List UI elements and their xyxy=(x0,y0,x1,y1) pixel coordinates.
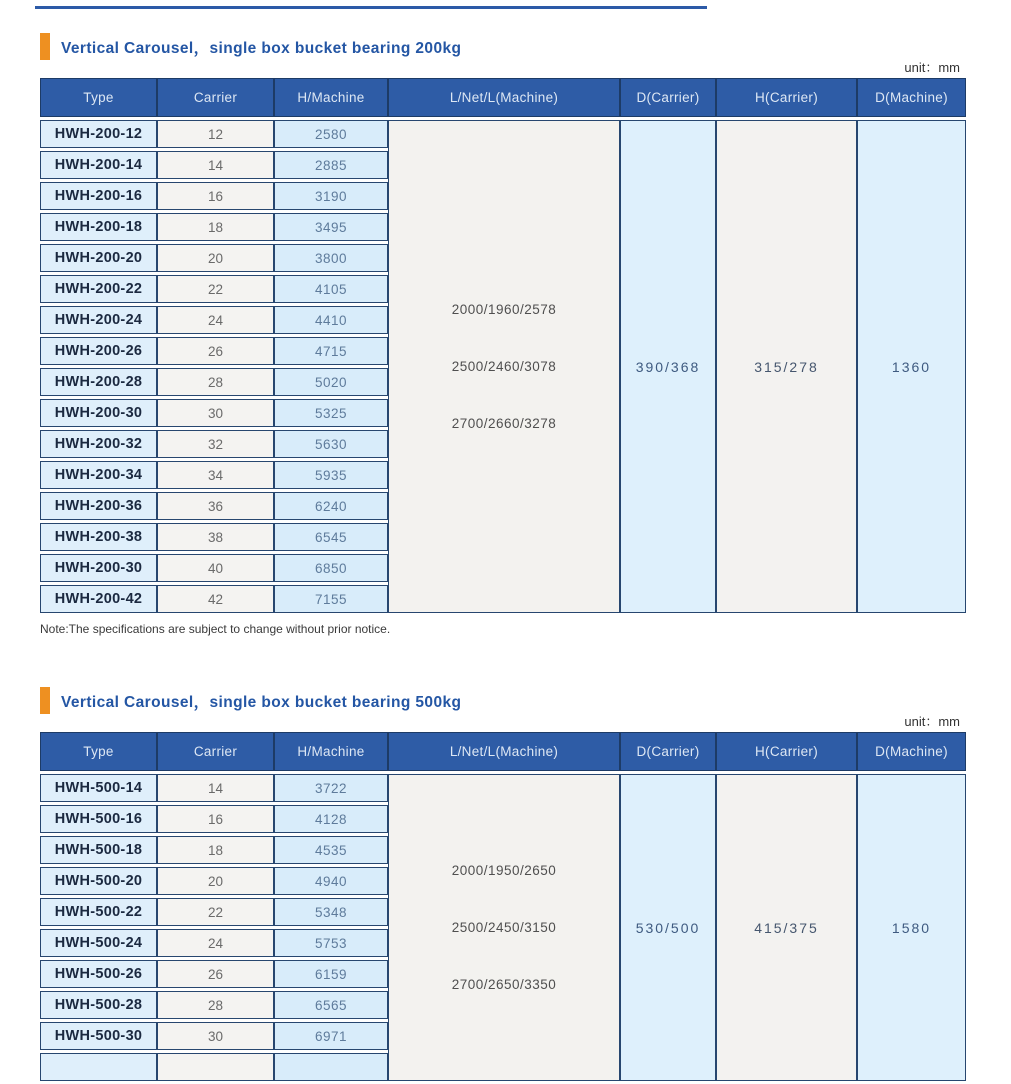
h-machine-cell: 5020 xyxy=(274,368,388,396)
carrier-cell: 30 xyxy=(157,399,274,427)
type-cell: HWH-200-34 xyxy=(40,461,157,489)
type-cell: HWH-200-30 xyxy=(40,554,157,582)
carrier-cell: 30 xyxy=(157,1022,274,1050)
h-machine-cell: 4105 xyxy=(274,275,388,303)
carrier-cell: 26 xyxy=(157,960,274,988)
l-net-value-line: 2500/2450/3150 xyxy=(451,920,557,935)
col-header-d-carrier: D(Carrier) xyxy=(620,732,716,771)
carrier-cell: 42 xyxy=(157,585,274,613)
h-machine-cell: 6159 xyxy=(274,960,388,988)
type-cell: HWH-500-16 xyxy=(40,805,157,833)
orange-accent-bar xyxy=(40,33,50,60)
col-header-l-net-l-machine: L/Net/L(Machine) xyxy=(388,732,620,771)
h-machine-cell: 5630 xyxy=(274,430,388,458)
h-machine-cell: 6850 xyxy=(274,554,388,582)
col-header-d-machine: D(Machine) xyxy=(857,732,966,771)
h-machine-cell: 2885 xyxy=(274,151,388,179)
h-machine-cell: 3190 xyxy=(274,182,388,210)
unit-label: unit：mm xyxy=(904,714,960,729)
h-machine-cell: 6971 xyxy=(274,1022,388,1050)
carrier-cell: 22 xyxy=(157,275,274,303)
col-header-d-carrier: D(Carrier) xyxy=(620,78,716,117)
col-header-h-machine: H/Machine xyxy=(274,78,388,117)
type-cell: HWH-200-42 xyxy=(40,585,157,613)
h-carrier-cell: 415/375 xyxy=(716,774,857,1081)
type-cell: HWH-200-12 xyxy=(40,120,157,148)
type-cell: HWH-500-14 xyxy=(40,774,157,802)
carrier-cell: 14 xyxy=(157,151,274,179)
type-cell: HWH-200-18 xyxy=(40,213,157,241)
d-machine-cell: 1360 xyxy=(857,120,966,613)
spec-table-500kg xyxy=(40,729,966,1084)
carrier-cell: 32 xyxy=(157,430,274,458)
type-cell: HWH-500-18 xyxy=(40,836,157,864)
section-title-row xyxy=(40,33,966,60)
type-cell: HWH-200-32 xyxy=(40,430,157,458)
h-machine-cell: 5935 xyxy=(274,461,388,489)
type-cell: HWH-500-22 xyxy=(40,898,157,926)
section-title-row xyxy=(40,687,966,714)
h-machine-cell: 3495 xyxy=(274,213,388,241)
l-net-value-line: 2000/1950/2650 xyxy=(451,863,557,878)
section-title: Vertical Carousel，single box bucket bearing 200kg xyxy=(61,39,462,57)
d-machine-cell: 1580 xyxy=(857,774,966,1081)
h-machine-cell: 6565 xyxy=(274,991,388,1019)
col-header-h-carrier: H(Carrier) xyxy=(716,78,857,117)
carrier-cell: 38 xyxy=(157,523,274,551)
spec-table-200kg xyxy=(40,75,966,616)
l-net-l-machine-cell xyxy=(388,774,620,1081)
h-machine-cell: 5325 xyxy=(274,399,388,427)
h-machine-cell: 4128 xyxy=(274,805,388,833)
type-cell: HWH-200-16 xyxy=(40,182,157,210)
carrier-cell: 28 xyxy=(157,991,274,1019)
type-cell xyxy=(40,1053,157,1081)
d-carrier-cell: 390/368 xyxy=(620,120,716,613)
h-machine-cell xyxy=(274,1053,388,1081)
header-row xyxy=(40,732,966,771)
type-cell: HWH-200-38 xyxy=(40,523,157,551)
carrier-cell: 34 xyxy=(157,461,274,489)
spec-section-500kg xyxy=(40,687,966,1084)
note-text: Note:The specifications are subject to change without prior notice. xyxy=(40,622,391,636)
l-net-value-line: 2000/1960/2578 xyxy=(451,302,557,317)
h-machine-cell: 4715 xyxy=(274,337,388,365)
type-cell: HWH-200-20 xyxy=(40,244,157,272)
type-cell: HWH-200-14 xyxy=(40,151,157,179)
carrier-cell: 16 xyxy=(157,182,274,210)
h-machine-cell: 2580 xyxy=(274,120,388,148)
col-header-h-machine: H/Machine xyxy=(274,732,388,771)
carrier-cell: 18 xyxy=(157,836,274,864)
h-machine-cell: 4940 xyxy=(274,867,388,895)
type-cell: HWH-200-36 xyxy=(40,492,157,520)
h-machine-cell: 6545 xyxy=(274,523,388,551)
type-cell: HWH-200-24 xyxy=(40,306,157,334)
carrier-cell: 26 xyxy=(157,337,274,365)
section-title: Vertical Carousel，single box bucket bearing 500kg xyxy=(61,693,462,711)
carrier-cell: 22 xyxy=(157,898,274,926)
col-header-d-machine: D(Machine) xyxy=(857,78,966,117)
h-machine-cell: 6240 xyxy=(274,492,388,520)
type-cell: HWH-200-30 xyxy=(40,399,157,427)
col-header-carrier: Carrier xyxy=(157,732,274,771)
carrier-cell: 20 xyxy=(157,244,274,272)
h-machine-cell: 3800 xyxy=(274,244,388,272)
carrier-cell: 28 xyxy=(157,368,274,396)
table-row xyxy=(40,774,966,802)
l-net-value-line: 2700/2660/3278 xyxy=(451,416,557,431)
carrier-cell: 18 xyxy=(157,213,274,241)
type-cell: HWH-500-24 xyxy=(40,929,157,957)
type-cell: HWH-200-28 xyxy=(40,368,157,396)
h-machine-cell: 5753 xyxy=(274,929,388,957)
l-net-value-line: 2500/2460/3078 xyxy=(451,359,557,374)
type-cell: HWH-500-20 xyxy=(40,867,157,895)
top-divider-rule xyxy=(35,6,707,9)
l-net-l-machine-cell xyxy=(388,120,620,613)
carrier-cell: 12 xyxy=(157,120,274,148)
type-cell: HWH-500-26 xyxy=(40,960,157,988)
type-cell: HWH-500-30 xyxy=(40,1022,157,1050)
carrier-cell: 14 xyxy=(157,774,274,802)
carrier-cell: 40 xyxy=(157,554,274,582)
d-carrier-cell: 530/500 xyxy=(620,774,716,1081)
orange-accent-bar xyxy=(40,687,50,714)
carrier-cell: 16 xyxy=(157,805,274,833)
carrier-cell: 20 xyxy=(157,867,274,895)
col-header-type: Type xyxy=(40,732,157,771)
unit-label: unit：mm xyxy=(904,60,960,75)
h-machine-cell: 3722 xyxy=(274,774,388,802)
h-machine-cell: 4535 xyxy=(274,836,388,864)
col-header-h-carrier: H(Carrier) xyxy=(716,732,857,771)
table-row xyxy=(40,120,966,148)
type-cell: HWH-500-28 xyxy=(40,991,157,1019)
h-machine-cell: 7155 xyxy=(274,585,388,613)
carrier-cell: 24 xyxy=(157,929,274,957)
type-cell: HWH-200-26 xyxy=(40,337,157,365)
spec-section-200kg xyxy=(40,33,966,636)
header-row xyxy=(40,78,966,117)
carrier-cell: 24 xyxy=(157,306,274,334)
h-carrier-cell: 315/278 xyxy=(716,120,857,613)
type-cell: HWH-200-22 xyxy=(40,275,157,303)
col-header-l-net-l-machine: L/Net/L(Machine) xyxy=(388,78,620,117)
h-machine-cell: 5348 xyxy=(274,898,388,926)
col-header-carrier: Carrier xyxy=(157,78,274,117)
carrier-cell: 36 xyxy=(157,492,274,520)
h-machine-cell: 4410 xyxy=(274,306,388,334)
carrier-cell xyxy=(157,1053,274,1081)
col-header-type: Type xyxy=(40,78,157,117)
l-net-value-line: 2700/2650/3350 xyxy=(451,977,557,992)
